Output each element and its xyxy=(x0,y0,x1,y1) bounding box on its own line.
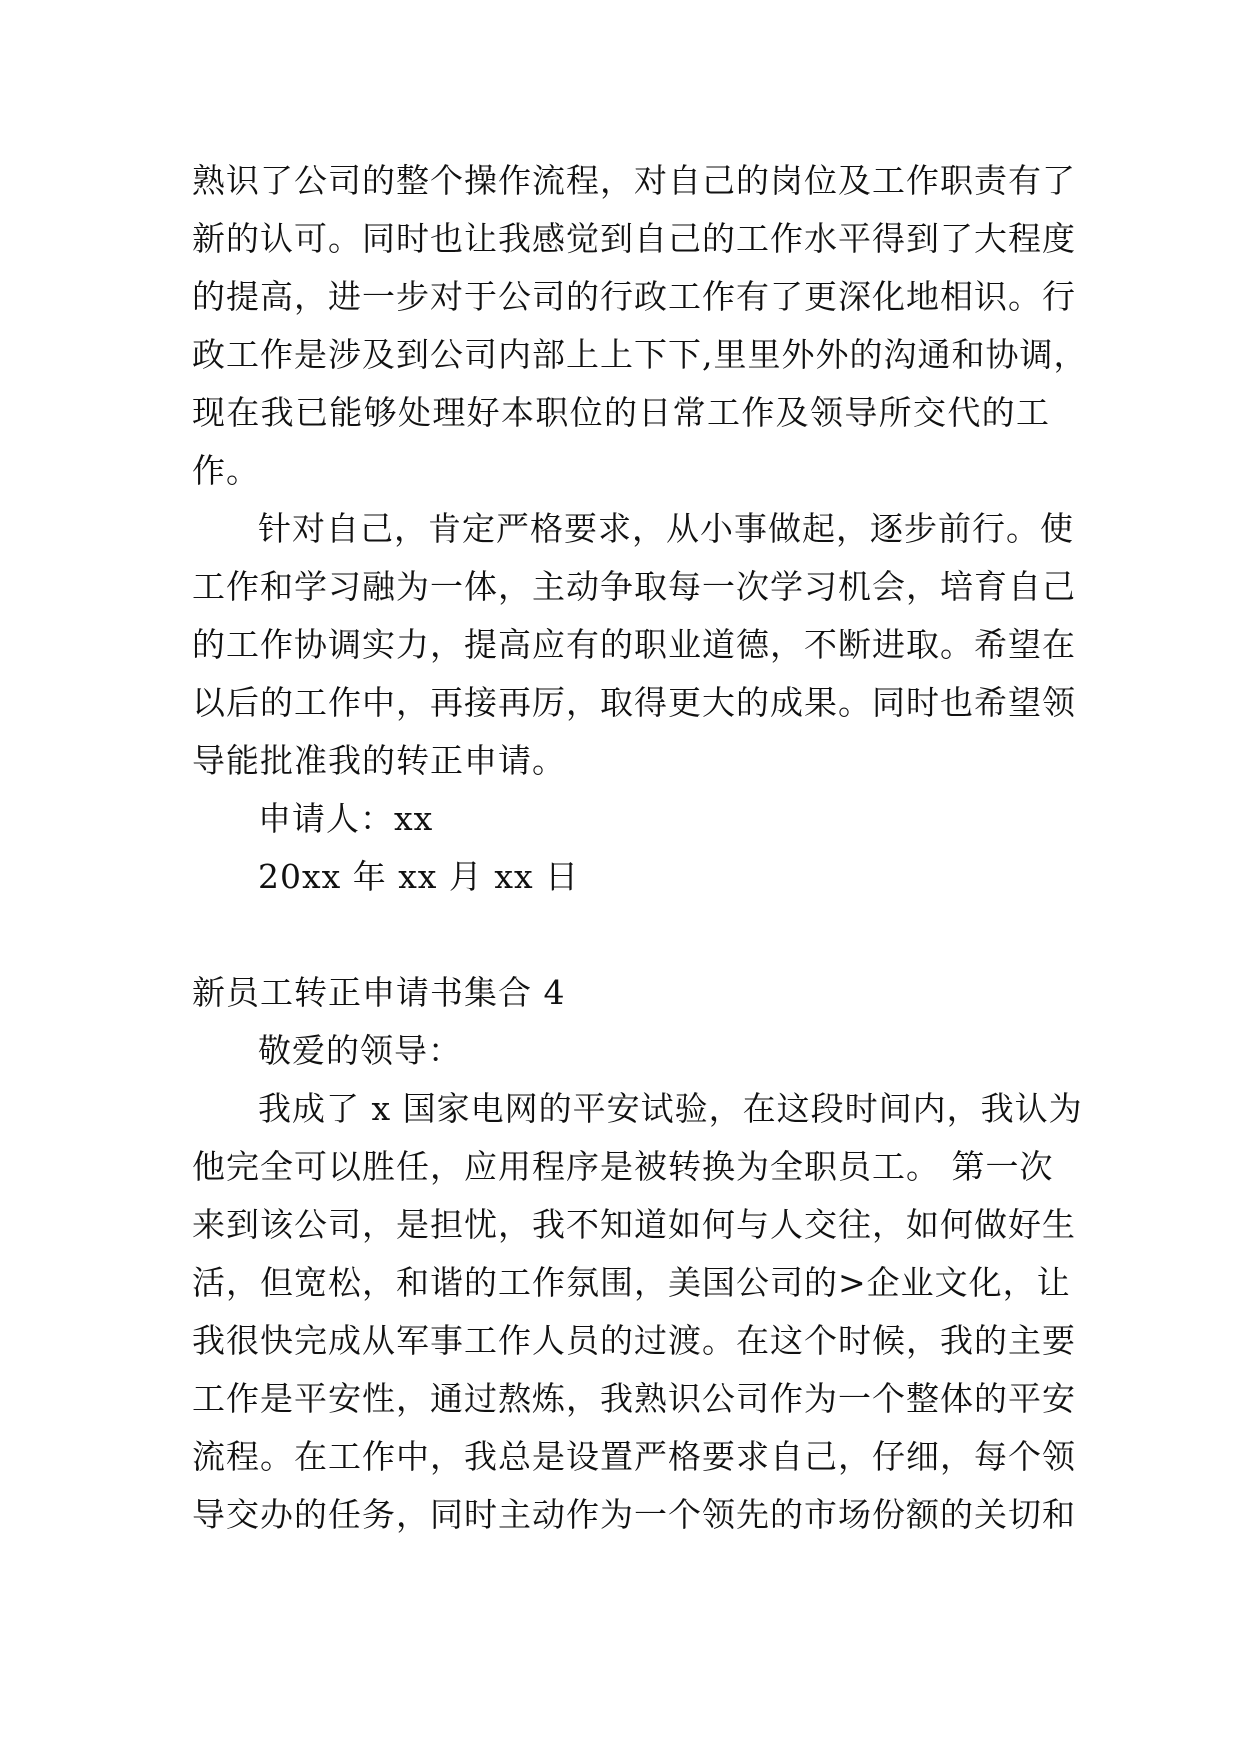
text-line: 流程。在工作中，我总是设置严格要求自己，仔细，每个领 xyxy=(192,1437,1076,1476)
text-line: 他完全可以胜任，应用程序是被转换为全职员工。 第一次 xyxy=(192,1147,1054,1186)
text-line: 导交办的任务，同时主动作为一个领先的市场份额的关切和 xyxy=(192,1495,1076,1534)
text-line: 以后的工作中，再接再厉，取得更大的成果。同时也希望领 xyxy=(192,683,1076,722)
text-line: 新的认可。同时也让我感觉到自己的工作水平得到了大程度 xyxy=(192,219,1076,258)
text-line: 工作是平安性，通过熬炼，我熟识公司作为一个整体的平安 xyxy=(192,1379,1076,1418)
section-spacer xyxy=(192,906,1050,964)
text-line: 来到该公司，是担忧，我不知道如何与人交往，如何做好生 xyxy=(192,1205,1076,1244)
text-line: 政工作是涉及到公司内部上上下下,里里外外的沟通和协调， xyxy=(192,335,1088,374)
text-line: 作。 xyxy=(192,451,260,490)
paragraph-1 xyxy=(192,152,1088,500)
document-body xyxy=(192,152,1088,1544)
text-line: 熟识了公司的整个操作流程，对自己的岗位及工作职责有了 xyxy=(192,161,1076,200)
text-line: 导能批准我的转正申请。 xyxy=(192,741,566,780)
text-line: 现在我已能够处理好本职位的日常工作及领导所交代的工 xyxy=(192,393,1050,432)
section-title: 新员工转正申请书集合 4 xyxy=(192,973,566,1012)
text-line: 我很快完成从军事工作人员的过渡。在这个时候，我的主要 xyxy=(192,1321,1076,1360)
text-line: 的工作协调实力，提高应有的职业道德，不断进取。希望在 xyxy=(192,625,1076,664)
greeting: 敬爱的领导： xyxy=(258,1031,462,1070)
text-line: 工作和学习融为一体，主动争取每一次学习机会，培育自己 xyxy=(192,567,1076,606)
signature-block xyxy=(192,790,1050,906)
paragraph-2 xyxy=(192,500,1076,790)
applicant-line: 申请人：xx xyxy=(258,799,434,838)
text-line: 活，但宽松，和谐的工作氛围，美国公司的>企业文化，让 xyxy=(192,1263,1071,1302)
date-line: 20xx 年 xx 月 xx 日 xyxy=(258,857,580,896)
text-line: 针对自己，肯定严格要求，从小事做起，逐步前行。使 xyxy=(258,509,1074,548)
text-line: 我成了 x 国家电网的平安试验，在这段时间内，我认为 xyxy=(258,1089,1083,1128)
paragraph-3 xyxy=(192,1080,1083,1544)
text-line: 的提高，进一步对于公司的行政工作有了更深化地相识。行 xyxy=(192,277,1076,316)
